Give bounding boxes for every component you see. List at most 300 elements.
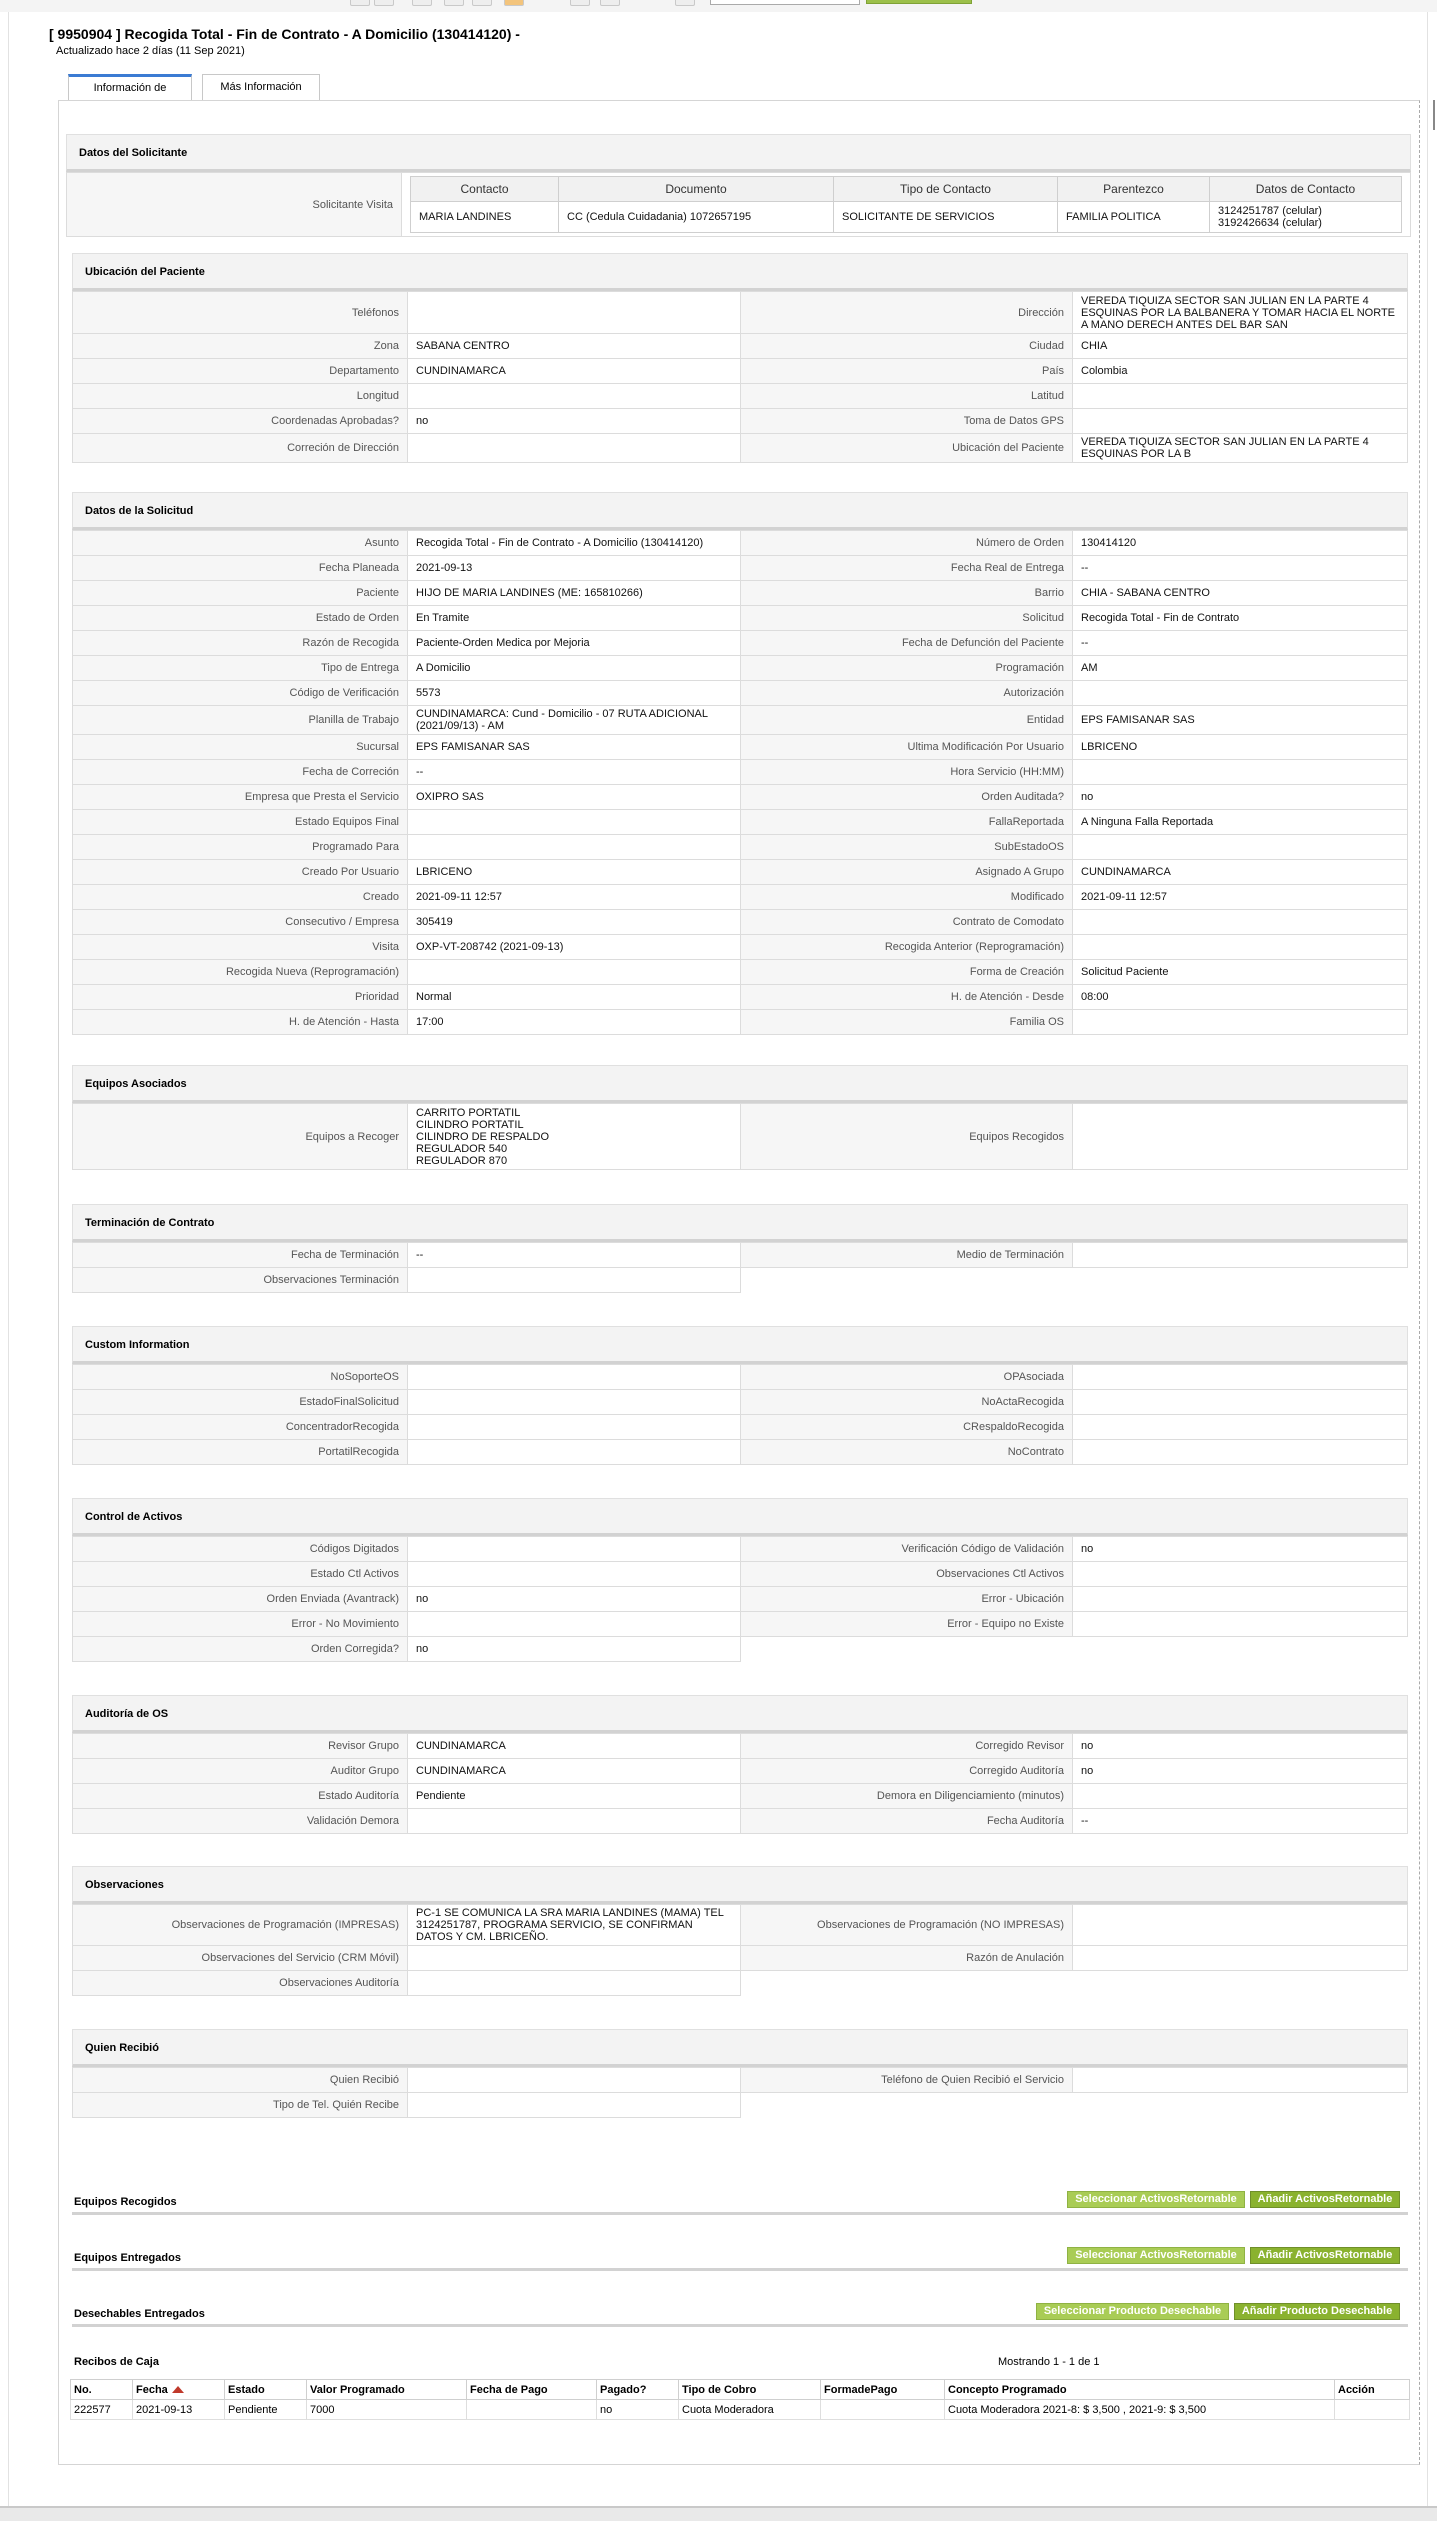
field-label: Departamento — [73, 359, 408, 384]
section-title: Custom Information — [72, 1326, 1408, 1364]
page-title: [ 9950904 ] Recogida Total - Fin de Contrato - A Domicilio (130414120) - — [49, 26, 520, 42]
field-label: Estado Ctl Activos — [73, 1562, 408, 1587]
field-row — [73, 810, 1408, 835]
recibos-table — [70, 2379, 1410, 2420]
toolbar-print-icon[interactable] — [472, 0, 492, 6]
field-value — [408, 1537, 741, 1562]
field-value: 17:00 — [408, 1010, 741, 1035]
section-custom — [72, 1326, 1408, 1465]
field-label: Error - No Movimiento — [73, 1612, 408, 1637]
field-label: Medio de Terminación — [741, 1243, 1073, 1268]
col-header-pagado[interactable]: Pagado? — [597, 2380, 679, 2400]
toolbar-search-input[interactable] — [710, 0, 860, 5]
col-header-label: Fecha — [136, 2383, 168, 2396]
solicitud-table — [72, 530, 1408, 1035]
field-label: Solicitante Visita — [67, 173, 402, 237]
equipos-entregados-title: Equipos Entregados — [74, 2252, 181, 2264]
field-value — [1073, 681, 1408, 706]
field-value: 5573 — [408, 681, 741, 706]
toolbar-forward-icon[interactable] — [374, 0, 394, 6]
field-value: Recogida Total - Fin de Contrato - A Domicilio (130414120) — [408, 531, 741, 556]
col-header-accion: Acción — [1335, 2380, 1410, 2400]
field-row — [73, 1784, 1408, 1809]
toolbar-search-button[interactable] — [866, 0, 972, 4]
field-value: no — [1073, 1759, 1408, 1784]
field-value — [408, 835, 741, 860]
anadir-activos-recogidos-button[interactable]: Añadir ActivosRetornable — [1250, 2191, 1400, 2208]
auditoria-table — [72, 1733, 1408, 1834]
phone-1: 3124251787 (celular) — [1218, 205, 1322, 217]
field-label: Validación Demora — [73, 1809, 408, 1834]
recibos-title: Recibos de Caja — [74, 2356, 159, 2368]
section-quien-recibio — [72, 2029, 1408, 2118]
section-terminacion — [72, 1204, 1408, 1293]
section-control — [72, 1498, 1408, 1662]
col-header-estado[interactable]: Estado — [225, 2380, 307, 2400]
field-label: SubEstadoOS — [741, 835, 1073, 860]
field-row — [73, 1365, 1408, 1390]
field-value: CUNDINAMARCA: Cund - Domicilio - 07 RUTA ADICIONAL (2021/09/13) - AM — [408, 706, 741, 735]
anadir-activos-entregados-button[interactable]: Añadir ActivosRetornable — [1250, 2247, 1400, 2264]
field-value: Colombia — [1073, 359, 1408, 384]
col-header-valor[interactable]: Valor Programado — [307, 2380, 467, 2400]
field-label: Visita — [73, 935, 408, 960]
field-value — [1073, 1365, 1408, 1390]
field-row — [73, 910, 1408, 935]
field-row — [73, 985, 1408, 1010]
field-row — [73, 1440, 1408, 1465]
field-label: Quien Recibió — [73, 2068, 408, 2093]
field-row — [73, 785, 1408, 810]
field-value: LBRICENO — [1073, 735, 1408, 760]
field-value — [1073, 2068, 1408, 2093]
field-value: PC-1 SE COMUNICA LA SRA MARIA LANDINES (MAMA) TEL 3124251787, PROGRAMA SERVICIO, SE CONFIRMAN DATOS Y CM. LBRICEÑO. — [408, 1905, 741, 1946]
section-title: Equipos Asociados — [72, 1065, 1408, 1103]
field-label: FallaReportada — [741, 810, 1073, 835]
field-label: NoActaRecogida — [741, 1390, 1073, 1415]
field-value: Pendiente — [408, 1784, 741, 1809]
toolbar-export-icon[interactable] — [504, 0, 524, 6]
field-row — [73, 860, 1408, 885]
field-label: Creado Por Usuario — [73, 860, 408, 885]
field-value — [408, 1562, 741, 1587]
field-row — [73, 1734, 1408, 1759]
field-value: HIJO DE MARIA LANDINES (ME: 165810266) — [408, 581, 741, 606]
cell-fecha-pago — [467, 2400, 597, 2420]
field-value — [1073, 910, 1408, 935]
field-value — [1073, 1390, 1408, 1415]
field-value: Normal — [408, 985, 741, 1010]
field-value — [408, 434, 741, 463]
field-label: Programación — [741, 656, 1073, 681]
contact-phones — [1210, 202, 1402, 233]
field-label: Empresa que Presta el Servicio — [73, 785, 408, 810]
field-row — [73, 556, 1408, 581]
field-label: Orden Enviada (Avantrack) — [73, 1587, 408, 1612]
section-title: Control de Activos — [72, 1498, 1408, 1536]
field-label: Razón de Anulación — [741, 1946, 1073, 1971]
control-table — [72, 1536, 1408, 1662]
seleccionar-producto-desechable-button[interactable]: Seleccionar Producto Desechable — [1036, 2303, 1229, 2320]
field-value — [408, 2068, 741, 2093]
phone-2: 3192426634 (celular) — [1218, 217, 1322, 229]
field-value: -- — [408, 1243, 741, 1268]
field-label: Corregido Revisor — [741, 1734, 1073, 1759]
field-row — [73, 434, 1408, 463]
field-label: OPAsociada — [741, 1365, 1073, 1390]
section-solicitante — [66, 134, 1411, 237]
col-header-tipo-cobro[interactable]: Tipo de Cobro — [679, 2380, 821, 2400]
field-value: Paciente-Orden Medica por Mejoria — [408, 631, 741, 656]
field-value: A Domicilio — [408, 656, 741, 681]
last-updated: Actualizado hace 2 días (11 Sep 2021) — [56, 45, 245, 57]
field-row — [73, 581, 1408, 606]
field-label: Prioridad — [73, 985, 408, 1010]
field-label: PortatilRecogida — [73, 1440, 408, 1465]
field-label: Zona — [73, 334, 408, 359]
field-value — [1073, 1562, 1408, 1587]
field-row — [73, 835, 1408, 860]
field-value — [1073, 835, 1408, 860]
field-row — [73, 1243, 1408, 1268]
field-label: Sucursal — [73, 735, 408, 760]
field-label: País — [741, 359, 1073, 384]
field-label: Recogida Nueva (Reprogramación) — [73, 960, 408, 985]
section-title: Quien Recibió — [72, 2029, 1408, 2067]
field-label: Observaciones de Programación (NO IMPRESAS) — [741, 1905, 1073, 1946]
field-value — [1073, 1784, 1408, 1809]
field-label: ConcentradorRecogida — [73, 1415, 408, 1440]
col-header-concepto[interactable]: Concepto Programado — [945, 2380, 1335, 2400]
field-value: AM — [1073, 656, 1408, 681]
field-row — [73, 1415, 1408, 1440]
field-label: Asunto — [73, 531, 408, 556]
contact-document: CC (Cedula Cuidadania) 1072657195 — [559, 202, 834, 233]
custom-table — [72, 1364, 1408, 1465]
equipo-item: CILINDRO PORTATIL — [416, 1118, 524, 1131]
field-value: EPS FAMISANAR SAS — [1073, 706, 1408, 735]
cell-valor: 7000 — [307, 2400, 467, 2420]
field-label: EstadoFinalSolicitud — [73, 1390, 408, 1415]
field-value — [1073, 935, 1408, 960]
tab-mas-informacion[interactable]: Más Información — [202, 74, 320, 101]
field-label: Longitud — [73, 384, 408, 409]
field-label: Orden Auditada? — [741, 785, 1073, 810]
field-label: Contrato de Comodato — [741, 910, 1073, 935]
section-title: Observaciones — [72, 1866, 1408, 1904]
field-label: NoSoporteOS — [73, 1365, 408, 1390]
field-value — [408, 384, 741, 409]
field-value: -- — [1073, 556, 1408, 581]
field-label: Paciente — [73, 581, 408, 606]
field-label: Tipo de Tel. Quién Recibe — [73, 2093, 408, 2118]
contact-inner-table — [410, 176, 1402, 233]
equipo-item: CARRITO PORTATIL — [416, 1106, 521, 1119]
field-row — [73, 2068, 1408, 2093]
col-header-no[interactable]: No. — [71, 2380, 133, 2400]
field-value — [408, 1268, 741, 1293]
field-row — [73, 409, 1408, 434]
field-value — [408, 292, 741, 334]
field-value: CUNDINAMARCA — [408, 1759, 741, 1784]
section-ubicacion — [72, 253, 1408, 463]
equipos-recogidos-title: Equipos Recogidos — [74, 2196, 177, 2208]
field-value: Solicitud Paciente — [1073, 960, 1408, 985]
field-label: Auditor Grupo — [73, 1759, 408, 1784]
recibos-count: Mostrando 1 - 1 de 1 — [998, 2356, 1100, 2368]
field-label: Error - Ubicación — [741, 1587, 1073, 1612]
field-label: Familia OS — [741, 1010, 1073, 1035]
section-equipos — [72, 1065, 1408, 1170]
solicitante-table — [66, 172, 1411, 237]
field-value — [1073, 1415, 1408, 1440]
col-header: Datos de Contacto — [1210, 177, 1402, 202]
cell-accion[interactable] — [1335, 2400, 1410, 2420]
section-title: Datos del Solicitante — [66, 134, 1411, 172]
field-label: Modificado — [741, 885, 1073, 910]
col-header-fecha-pago[interactable]: Fecha de Pago — [467, 2380, 597, 2400]
field-row — [73, 334, 1408, 359]
field-label: Códigos Digitados — [73, 1537, 408, 1562]
field-label: Toma de Datos GPS — [741, 409, 1073, 434]
section-observaciones — [72, 1866, 1408, 1996]
field-row — [73, 735, 1408, 760]
field-value: 2021-09-13 — [408, 556, 741, 581]
col-header: Contacto — [411, 177, 559, 202]
field-value: 08:00 — [1073, 985, 1408, 1010]
horizontal-scrollbar[interactable] — [0, 2506, 1437, 2521]
cell-fecha: 2021-09-13 — [133, 2400, 225, 2420]
col-header-forma-pago[interactable]: FormadePago — [821, 2380, 945, 2400]
field-value: A Ninguna Falla Reportada — [1073, 810, 1408, 835]
field-label: Barrio — [741, 581, 1073, 606]
field-label: Autorización — [741, 681, 1073, 706]
field-value — [408, 1946, 741, 1971]
field-label: H. de Atención - Desde — [741, 985, 1073, 1010]
field-value: -- — [1073, 631, 1408, 656]
table-row[interactable] — [71, 2400, 1410, 2420]
field-label: Ubicación del Paciente — [741, 434, 1073, 463]
field-row — [73, 292, 1408, 334]
field-value: CUNDINAMARCA — [1073, 860, 1408, 885]
field-value — [1073, 1440, 1408, 1465]
toolbar-copy-icon[interactable] — [412, 0, 432, 6]
field-value: no — [408, 1587, 741, 1612]
field-label: Número de Orden — [741, 531, 1073, 556]
field-row — [73, 656, 1408, 681]
field-label: NoContrato — [741, 1440, 1073, 1465]
field-label: Equipos a Recoger — [73, 1104, 408, 1170]
field-label: Estado Auditoría — [73, 1784, 408, 1809]
field-label: Planilla de Trabajo — [73, 706, 408, 735]
section-title: Auditoría de OS — [72, 1695, 1408, 1733]
field-value — [1073, 1946, 1408, 1971]
field-label: Orden Corregida? — [73, 1637, 408, 1662]
field-value: En Tramite — [408, 606, 741, 631]
col-header: Tipo de Contacto — [834, 177, 1058, 202]
equipos-list — [408, 1104, 741, 1170]
field-row — [73, 706, 1408, 735]
field-label: Forma de Creación — [741, 960, 1073, 985]
field-label: Equipos Recogidos — [741, 1104, 1073, 1170]
field-label: Ultima Modificación Por Usuario — [741, 735, 1073, 760]
field-value: OXIPRO SAS — [408, 785, 741, 810]
field-value: -- — [408, 760, 741, 785]
field-value — [408, 1390, 741, 1415]
field-value: VEREDA TIQUIZA SECTOR SAN JULIAN EN LA PARTE 4 ESQUINAS POR LA BALBANERA Y TOMAR HACIA EL NORTE A MANO DERECH ANTES DEL BAR SAN — [1073, 292, 1408, 334]
toolbar-paste-icon[interactable] — [444, 0, 464, 6]
field-label: H. de Atención - Hasta — [73, 1010, 408, 1035]
field-row — [73, 681, 1408, 706]
empty-cell — [741, 1971, 1408, 1996]
toolbar-lock-icon[interactable] — [675, 0, 695, 6]
equipos-table — [72, 1103, 1408, 1170]
quien-table — [72, 2067, 1408, 2118]
cell-estado: Pendiente — [225, 2400, 307, 2420]
cell-tipo-cobro: Cuota Moderadora — [679, 2400, 821, 2420]
cell-no: 222577 — [71, 2400, 133, 2420]
field-value — [408, 1971, 741, 1996]
field-label: Teléfonos — [73, 292, 408, 334]
scrollbar-thumb[interactable] — [1433, 100, 1435, 130]
toolbar-back-icon[interactable] — [350, 0, 370, 6]
col-header: Parentezco — [1058, 177, 1210, 202]
field-value — [1073, 1243, 1408, 1268]
field-value — [1073, 1010, 1408, 1035]
divider — [72, 2268, 1408, 2271]
cell-pagado: no — [597, 2400, 679, 2420]
ubicacion-table — [72, 291, 1408, 463]
field-value: CUNDINAMARCA — [408, 1734, 741, 1759]
field-value: no — [408, 409, 741, 434]
empty-cell — [741, 1268, 1408, 1293]
field-value — [408, 810, 741, 835]
field-label: CRespaldoRecogida — [741, 1415, 1073, 1440]
field-value: LBRICENO — [408, 860, 741, 885]
field-row — [73, 885, 1408, 910]
field-label: Recogida Anterior (Reprogramación) — [741, 935, 1073, 960]
field-label: Ciudad — [741, 334, 1073, 359]
field-label: Revisor Grupo — [73, 1734, 408, 1759]
field-value — [408, 1612, 741, 1637]
equipo-item: CILINDRO DE RESPALDO — [416, 1130, 550, 1143]
field-row — [73, 1537, 1408, 1562]
field-label: Tipo de Entrega — [73, 656, 408, 681]
field-label: Estado Equipos Final — [73, 810, 408, 835]
field-value — [1073, 1612, 1408, 1637]
field-value: 130414120 — [1073, 531, 1408, 556]
field-label: Teléfono de Quien Recibió el Servicio — [741, 2068, 1073, 2093]
field-label: Código de Verificación — [73, 681, 408, 706]
field-row — [73, 1562, 1408, 1587]
field-value — [1073, 760, 1408, 785]
field-label: Fecha de Correción — [73, 760, 408, 785]
field-value: no — [1073, 1734, 1408, 1759]
field-value: Recogida Total - Fin de Contrato — [1073, 606, 1408, 631]
field-row — [73, 1587, 1408, 1612]
equipo-item: REGULADOR 540 — [416, 1142, 508, 1155]
field-value: SABANA CENTRO — [408, 334, 741, 359]
field-row — [73, 1612, 1408, 1637]
terminacion-table — [72, 1242, 1408, 1293]
field-label: Solicitud — [741, 606, 1073, 631]
field-row — [73, 960, 1408, 985]
tab-informacion[interactable]: Información de — [68, 74, 192, 101]
field-row — [73, 531, 1408, 556]
field-label: Entidad — [741, 706, 1073, 735]
field-label: Creado — [73, 885, 408, 910]
field-value — [1073, 409, 1408, 434]
col-header-fecha[interactable] — [133, 2380, 225, 2400]
field-label: Fecha Real de Entrega — [741, 556, 1073, 581]
cell-concepto: Cuota Moderadora 2021-8: $ 3,500 , 2021-9: $ 3,500 — [945, 2400, 1335, 2420]
field-value — [1073, 384, 1408, 409]
field-row — [73, 384, 1408, 409]
field-row — [73, 631, 1408, 656]
field-label: Observaciones Ctl Activos — [741, 1562, 1073, 1587]
field-row — [73, 1809, 1408, 1834]
field-row — [73, 1905, 1408, 1946]
field-row — [73, 1759, 1408, 1784]
sort-asc-icon — [172, 2386, 184, 2393]
seleccionar-activos-recogidos-button[interactable]: Seleccionar ActivosRetornable — [1067, 2191, 1245, 2208]
field-label: Coordenadas Aprobadas? — [73, 409, 408, 434]
field-row — [73, 1946, 1408, 1971]
anadir-producto-desechable-button[interactable]: Añadir Producto Desechable — [1234, 2303, 1400, 2320]
field-label: Asignado A Grupo — [741, 860, 1073, 885]
field-label: Consecutivo / Empresa — [73, 910, 408, 935]
toolbar-settings-icon[interactable] — [600, 0, 620, 6]
field-row — [73, 359, 1408, 384]
seleccionar-activos-entregados-button[interactable]: Seleccionar ActivosRetornable — [1067, 2247, 1245, 2264]
toolbar-refresh-icon[interactable] — [570, 0, 590, 6]
field-value: 305419 — [408, 910, 741, 935]
field-row — [73, 2093, 1408, 2118]
recibos-header-row — [71, 2380, 1410, 2400]
divider — [72, 2212, 1408, 2215]
field-value: no — [1073, 1537, 1408, 1562]
cell-forma-pago — [821, 2400, 945, 2420]
field-row — [73, 935, 1408, 960]
field-value: -- — [1073, 1809, 1408, 1834]
field-value — [408, 1809, 741, 1834]
field-value — [408, 2093, 741, 2118]
field-row — [73, 760, 1408, 785]
section-auditoria — [72, 1695, 1408, 1834]
field-label: Error - Equipo no Existe — [741, 1612, 1073, 1637]
browser-toolbar-strip — [0, 0, 1437, 12]
col-header: Documento — [559, 177, 834, 202]
field-value — [1073, 1905, 1408, 1946]
desechables-entregados-title: Desechables Entregados — [74, 2308, 205, 2320]
field-value — [408, 1440, 741, 1465]
field-value — [1073, 1587, 1408, 1612]
field-row — [73, 1390, 1408, 1415]
field-label: Correción de Dirección — [73, 434, 408, 463]
field-label: Corregido Auditoría — [741, 1759, 1073, 1784]
field-value: EPS FAMISANAR SAS — [408, 735, 741, 760]
section-solicitud — [72, 492, 1408, 1035]
field-row — [73, 606, 1408, 631]
field-value: VEREDA TIQUIZA SECTOR SAN JULIAN EN LA PARTE 4 ESQUINAS POR LA B — [1073, 434, 1408, 463]
section-title: Ubicación del Paciente — [72, 253, 1408, 291]
field-label: Fecha de Terminación — [73, 1243, 408, 1268]
field-value — [408, 960, 741, 985]
field-label: Observaciones del Servicio (CRM Móvil) — [73, 1946, 408, 1971]
field-label: Verificación Código de Validación — [741, 1537, 1073, 1562]
field-value: CUNDINAMARCA — [408, 359, 741, 384]
field-value: OXP-VT-208742 (2021-09-13) — [408, 935, 741, 960]
